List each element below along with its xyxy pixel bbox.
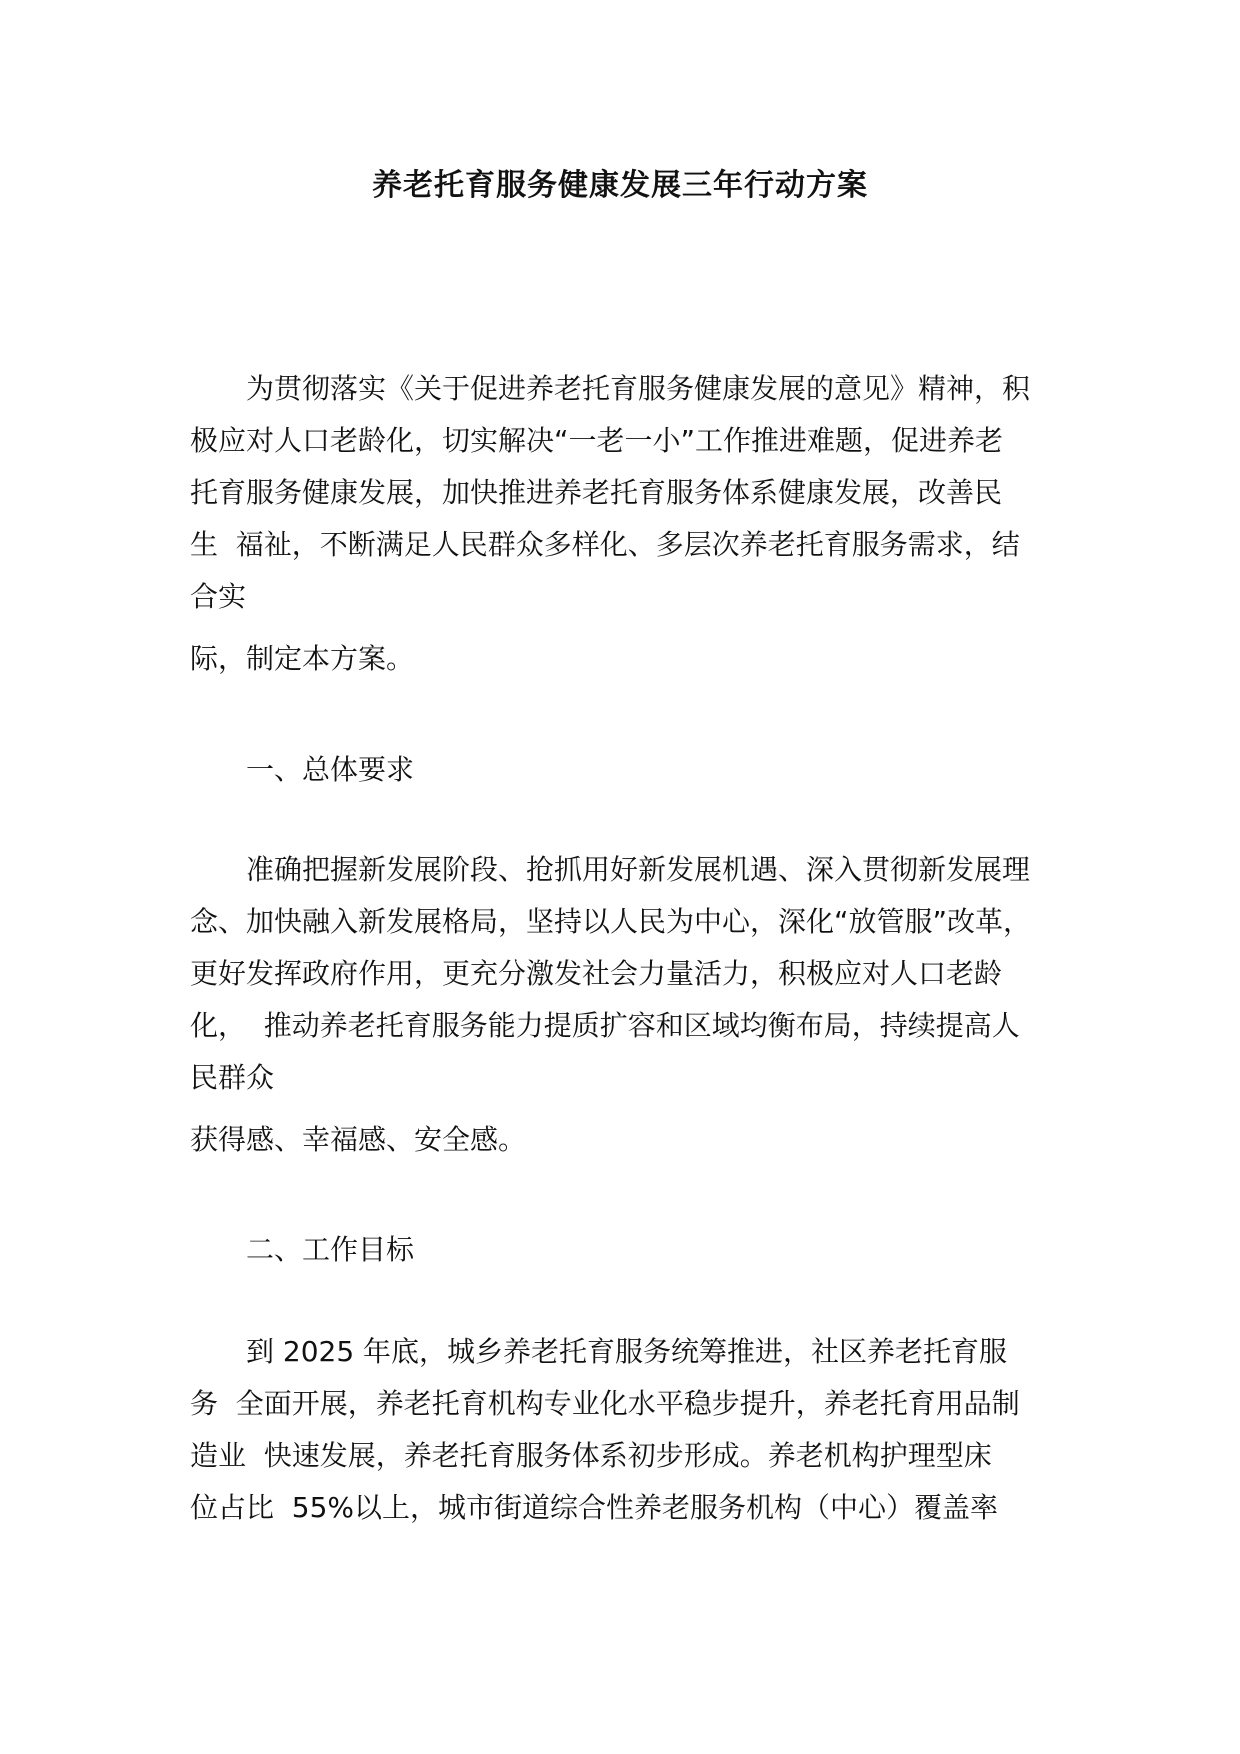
intro-line: 托育服务健康发展，加快推进养老托育服务体系健康发展，改善民: [190, 476, 1003, 509]
section2-line: 位占比 55%以上，城市街道综合性养老服务机构（中心）覆盖率: [190, 1491, 999, 1524]
section2-line: 造业 快速发展，养老托育服务体系初步形成。养老机构护理型床: [190, 1439, 992, 1472]
section1-line: 念、加快融入新发展格局，坚持以人民为中心，深化“放管服”改革，: [190, 905, 1032, 938]
intro-line: 合实: [190, 580, 247, 613]
section1-line: 民群众: [190, 1061, 275, 1094]
section1-line: 准确把握新发展阶段、抢抓用好新发展机遇、深入贯彻新发展理: [246, 853, 1031, 886]
section-heading: 二、工作目标: [246, 1233, 415, 1266]
document-title: 养老托育服务健康发展三年行动方案: [372, 168, 868, 203]
section2-line: 务 全面开展，养老托育机构专业化水平稳步提升，养老托育用品制: [190, 1387, 1020, 1420]
section2-line: 到 2025 年底，城乡养老托育服务统筹推进，社区养老托育服: [246, 1335, 1008, 1368]
intro-line: 为贯彻落实《关于促进养老托育服务健康发展的意见》精神，积: [246, 372, 1031, 405]
section1-line: 获得感、幸福感、安全感。: [190, 1123, 527, 1156]
section1-line: 更好发挥政府作用，更充分激发社会力量活力，积极应对人口老龄: [190, 957, 1003, 990]
intro-line: 际，制定本方案。: [190, 642, 415, 675]
intro-line: 生 福祉，不断满足人民群众多样化、多层次养老托育服务需求，结: [190, 528, 1020, 561]
intro-line: 极应对人口老龄化，切实解决“一老一小”工作推进难题，促进养老: [190, 424, 1004, 457]
section1-line: 化， 推动养老托育服务能力提质扩容和区域均衡布局，持续提高人: [190, 1009, 1020, 1042]
section-heading: 一、总体要求: [246, 753, 415, 786]
